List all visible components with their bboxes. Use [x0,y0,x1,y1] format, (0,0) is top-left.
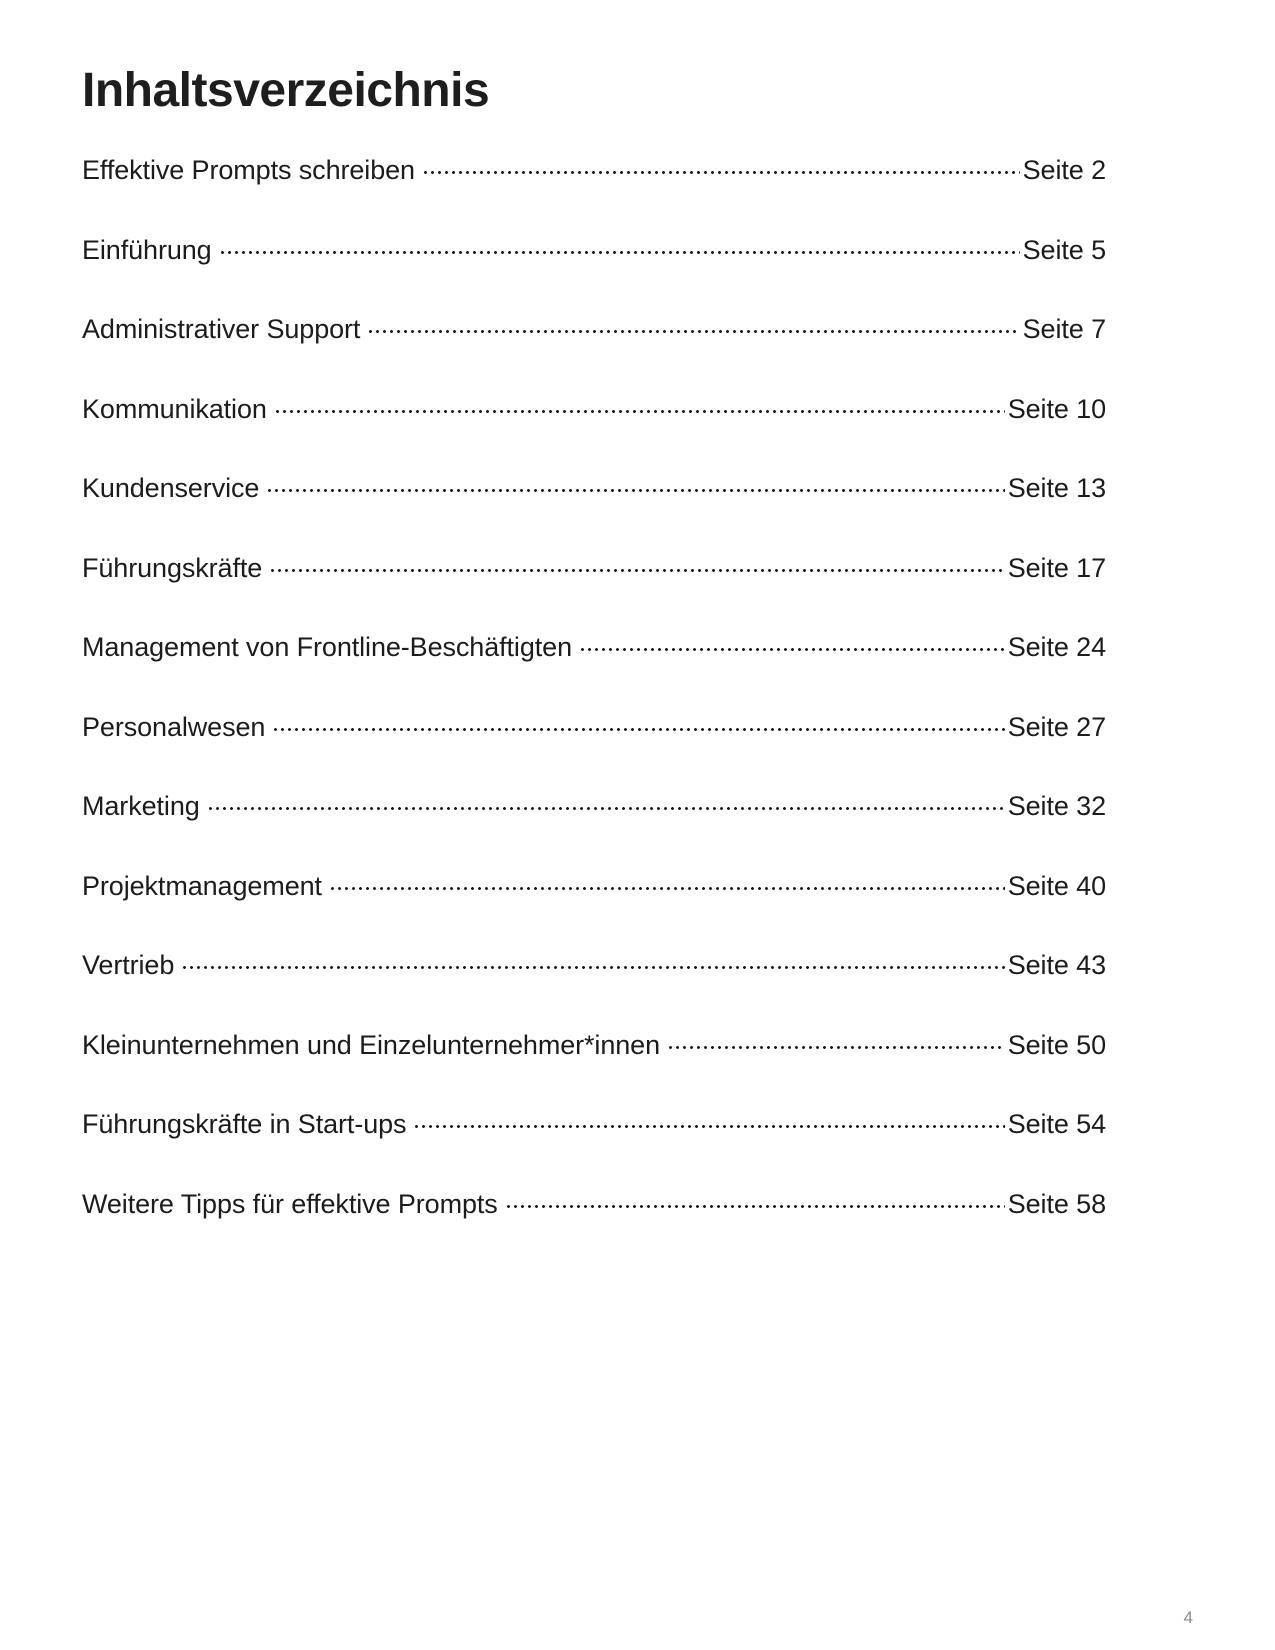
toc-entry-page: Seite 58 [1007,1188,1106,1219]
toc-dot-leader [272,709,1004,736]
toc-entry-label: Vertrieb [82,950,175,980]
toc-dot-leader [329,868,1005,895]
toc-entry-label: Führungskräfte in Start-ups [82,1109,407,1139]
toc-entry-label: Projektmanagement [82,870,322,901]
toc-entry-page: Seite 7 [1022,314,1106,344]
toc-entry-label: Kundenservice [82,473,260,503]
toc-entry-page: Seite 17 [1007,552,1106,583]
toc-dot-leader [579,629,1005,656]
toc-entry-page: Seite 32 [1007,791,1106,821]
page-title: Inhaltsverzeichnis [82,64,490,118]
toc-dot-leader [181,947,1004,974]
toc-entry[interactable] [82,391,1106,471]
toc-entry-page: Seite 50 [1007,1029,1106,1060]
toc-dot-leader [413,1106,1004,1133]
toc-entry-page: Seite 43 [1007,950,1106,980]
toc-entry-label: Management von Frontline-Beschäftigten [82,632,572,662]
toc-entry-label: Kleinunternehmen und Einzelunternehmer*innen [82,1029,660,1060]
toc-dot-leader [207,788,1005,815]
toc-entry-label: Einführung [82,234,212,265]
toc-entry[interactable] [82,1027,1106,1107]
toc-entry-page: Seite 2 [1022,155,1106,185]
toc-entry-label: Marketing [82,791,200,821]
toc-entry[interactable] [82,868,1106,948]
toc-entry-page: Seite 40 [1007,870,1106,901]
table-of-contents [82,152,1106,1265]
toc-entry[interactable] [82,709,1106,789]
footer-page-number: 4 [1183,1608,1193,1627]
toc-entry[interactable] [82,311,1106,391]
toc-entry[interactable] [82,947,1106,1027]
toc-entry[interactable] [82,788,1106,868]
toc-entry-page: Seite 54 [1007,1109,1106,1139]
toc-entry-label: Personalwesen [82,711,266,742]
toc-dot-leader [269,550,1005,577]
toc-entry-page: Seite 5 [1022,234,1106,265]
toc-entry[interactable] [82,629,1106,709]
toc-entry-page: Seite 13 [1007,473,1106,503]
toc-dot-leader [266,470,1004,497]
toc-dot-leader [505,1186,1005,1213]
toc-entry-page: Seite 24 [1007,632,1106,662]
toc-entry[interactable] [82,1186,1106,1266]
toc-entry-label: Administrativer Support [82,314,361,344]
toc-entry[interactable] [82,232,1106,312]
toc-dot-leader [219,232,1020,259]
toc-entry[interactable] [82,470,1106,550]
toc-entry-label: Weitere Tipps für effektive Prompts [82,1188,498,1219]
toc-dot-leader [274,391,1005,418]
toc-dot-leader [667,1027,1005,1054]
toc-entry[interactable] [82,152,1106,232]
toc-entry-page: Seite 27 [1007,711,1106,742]
toc-entry-label: Führungskräfte [82,552,263,583]
toc-entry-label: Effektive Prompts schreiben [82,155,415,185]
toc-dot-leader [422,152,1020,179]
toc-entry-page: Seite 10 [1007,393,1106,424]
toc-dot-leader [367,311,1019,338]
toc-entry[interactable] [82,1106,1106,1186]
toc-entry-label: Kommunikation [82,393,267,424]
toc-entry[interactable] [82,550,1106,630]
